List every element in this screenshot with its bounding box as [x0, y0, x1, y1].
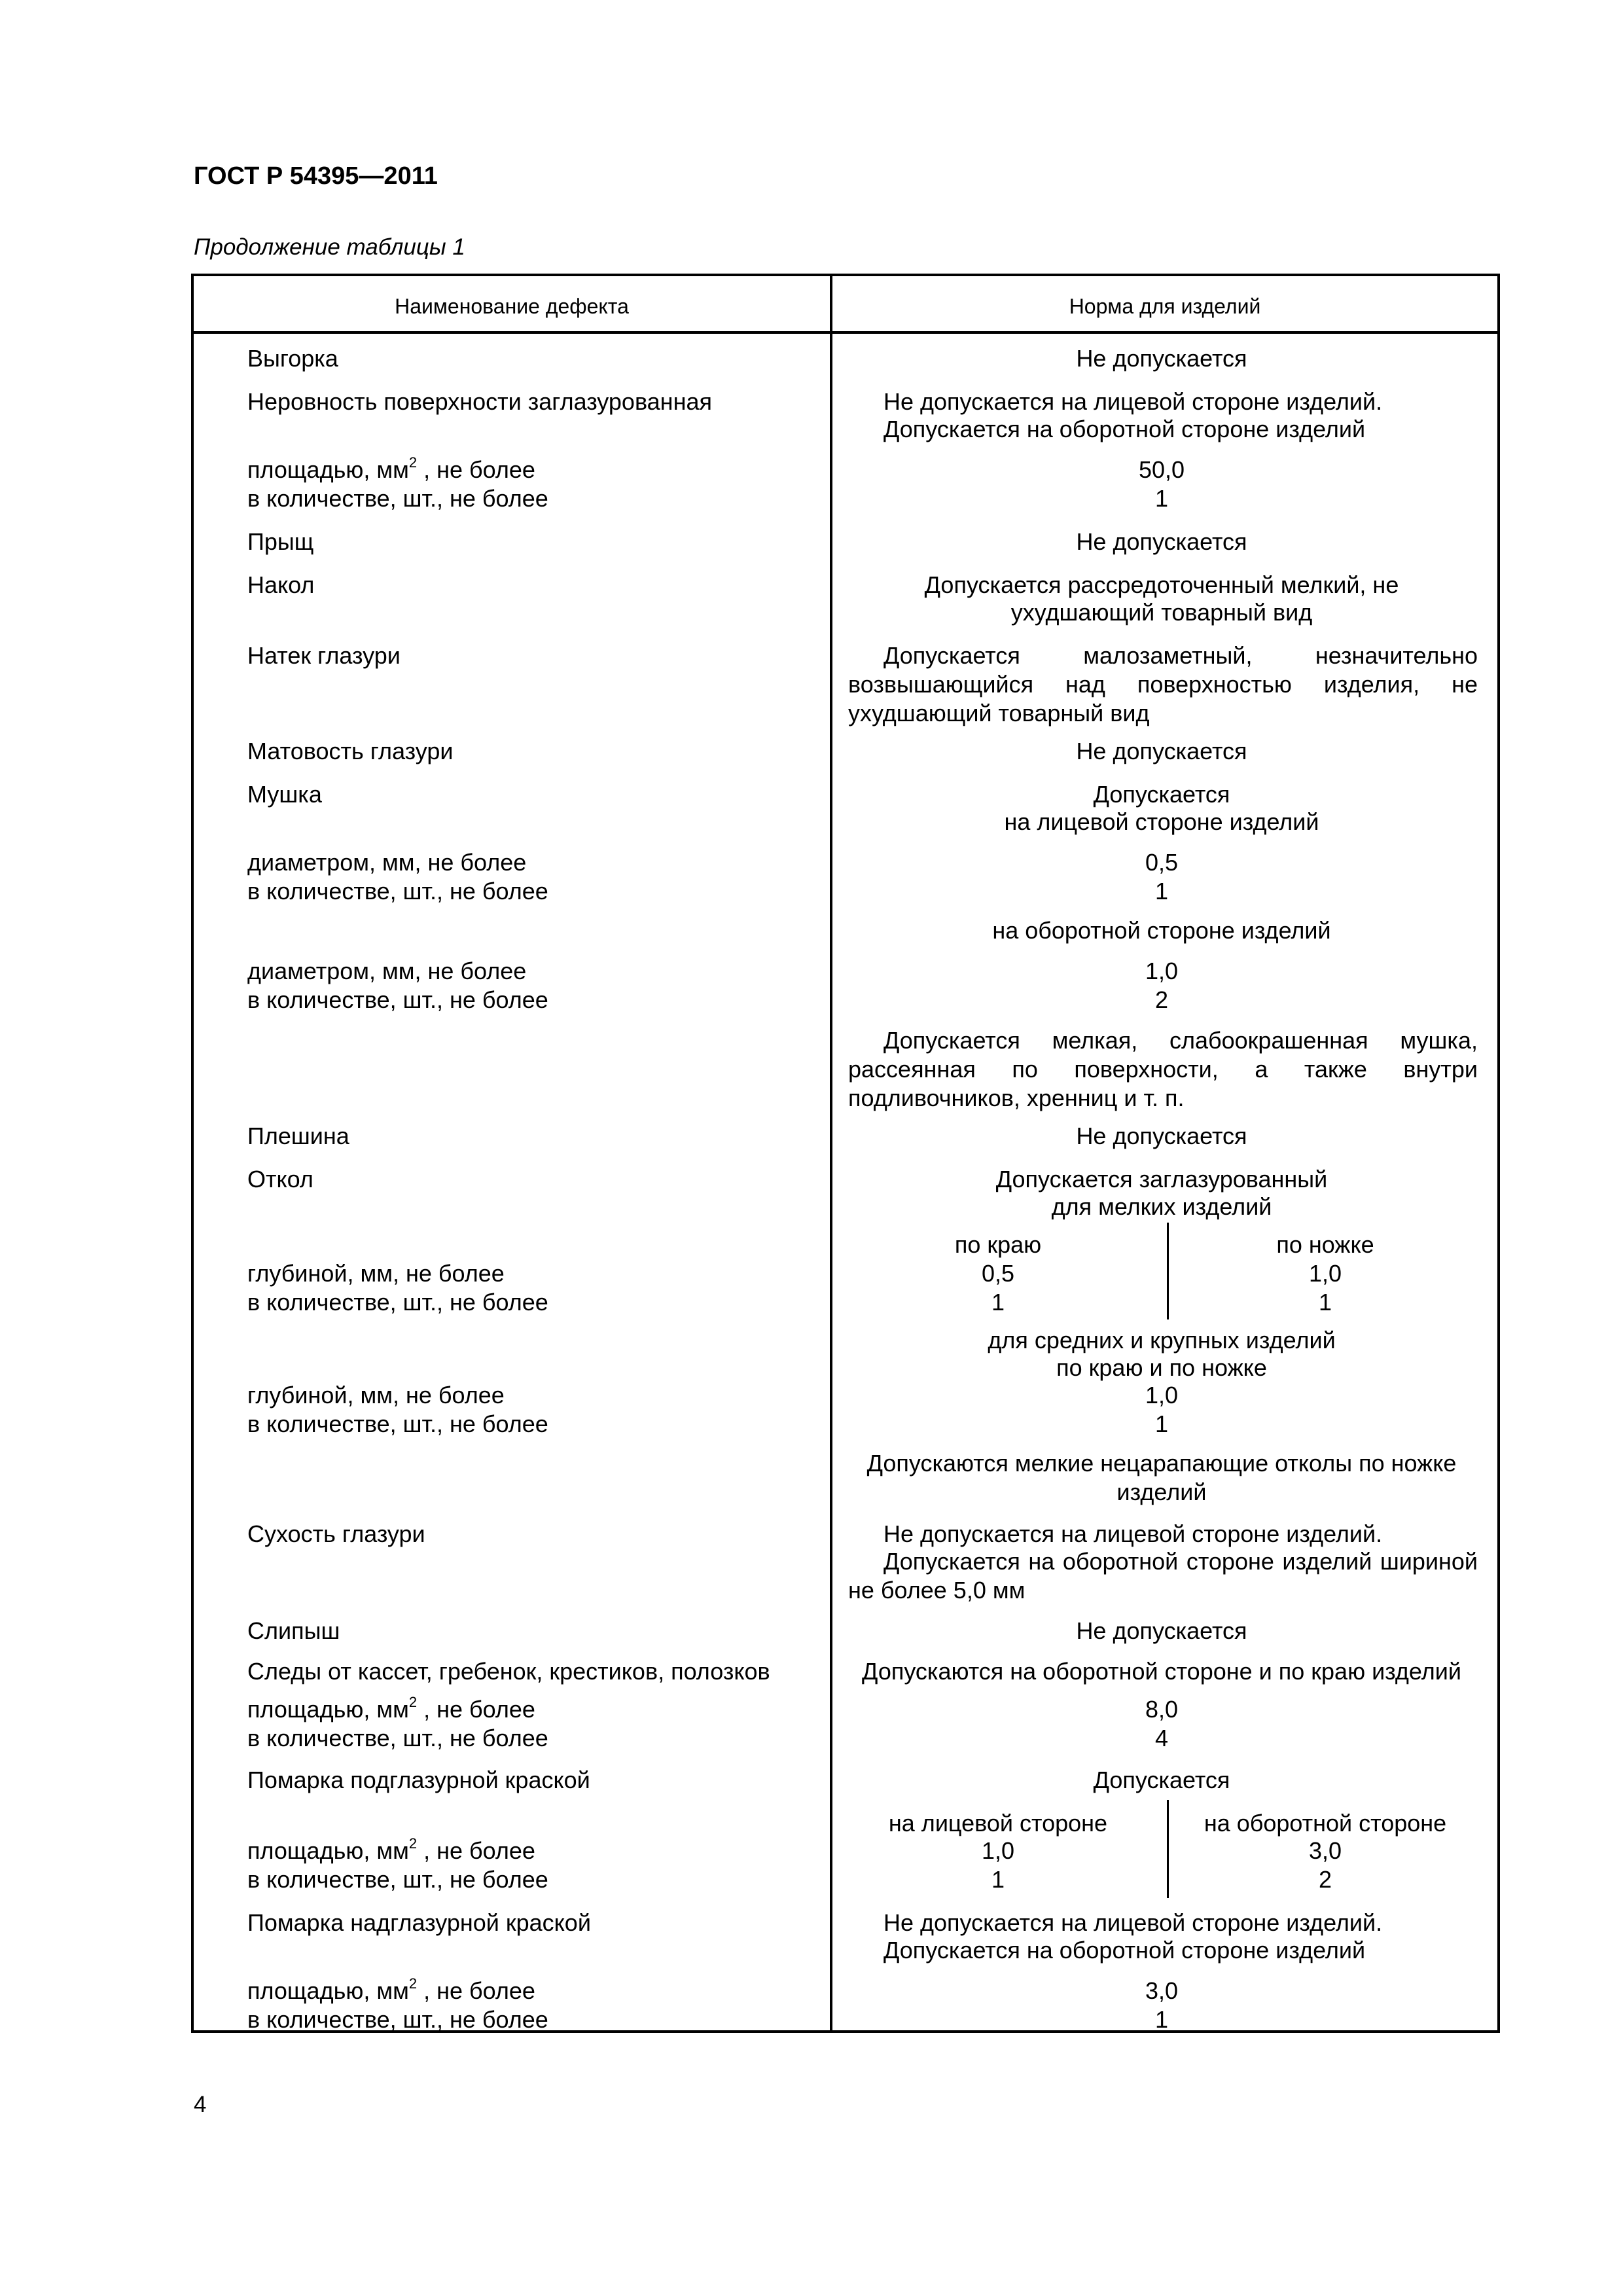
defect-name: Матовость глазури [247, 738, 454, 764]
defect-norm: Не допускается [1076, 1122, 1247, 1149]
parameter-value: 1 [1154, 485, 1169, 512]
defect-name: Неровность поверхности заглазурованная [247, 388, 712, 415]
parameter-label: в количестве, шт., не более [247, 986, 548, 1013]
defect-name: Выгорка [247, 345, 338, 372]
defect-name: Откол [247, 1166, 313, 1193]
parameter-label: глубиной, мм, не более [247, 1382, 505, 1408]
subheading: для средних и крупных изделий [988, 1327, 1336, 1354]
defect-name: Мушка [247, 781, 322, 808]
defect-norm: Не допускается [1076, 1617, 1247, 1644]
parameter-label: в количестве, шт., не более [247, 2006, 548, 2033]
parameter-label: площадью, $мм^2$ , не более [247, 1694, 535, 1723]
defect-norm: Допускается заглазурованный [995, 1166, 1328, 1193]
defect-norm: Допускается на оборотной стороне изделий [883, 1937, 1366, 1964]
parameter-value: 1 [1318, 1289, 1332, 1316]
defect-norm: Не допускается [1076, 528, 1247, 555]
subheading: на оборотной стороне изделий [992, 917, 1331, 944]
subheading: по краю и по ножке [1056, 1354, 1267, 1381]
parameter-value: 1 [991, 1866, 1005, 1893]
defect-name: Сухость глазури [247, 1520, 425, 1547]
parameter-label: в количестве, шт., не более [247, 485, 548, 512]
defect-name: Прыщ [247, 528, 314, 555]
parameter-value: 50,0 [1138, 456, 1185, 483]
subcolumn-header: на оборотной стороне [1204, 1810, 1447, 1837]
defect-norm: Не допускается [1076, 738, 1247, 764]
subcolumn-divider [1167, 1800, 1169, 1898]
subcolumn-header: по ножке [1276, 1231, 1374, 1258]
parameter-value: 8,0 [1145, 1696, 1179, 1723]
parameter-value: 1 [1154, 1410, 1169, 1437]
defect-norm: Допускается на оборотной стороне изделий шириной не более 5,0 мм [848, 1548, 1478, 1604]
defect-norm: Допускается малозаметный, незначительно возвышающийся над поверхностью изделия, не ухудшающий товарный вид [848, 642, 1478, 726]
parameter-label: диаметром, мм, не более [247, 958, 527, 984]
column-header-norm: Норма для изделий [1069, 295, 1261, 318]
parameter-value: 1 [1154, 878, 1169, 905]
parameter-value: 1,0 [1145, 1382, 1179, 1408]
parameter-value: 1,0 [1308, 1260, 1342, 1287]
defect-note: Допускается мелкая, слабоокрашенная мушка, рассеянная по поверхности, а также внутри подливочников, хренниц и т. п. [848, 1027, 1478, 1111]
defect-norm: Допускается [1093, 781, 1230, 808]
document-header: ГОСТ Р 54395—2011 [194, 162, 438, 190]
parameter-value: 3,0 [1308, 1837, 1342, 1864]
parameter-value: 1 [991, 1289, 1005, 1316]
parameter-label: в количестве, шт., не более [247, 1410, 548, 1437]
parameter-value: 4 [1154, 1725, 1169, 1751]
defect-name: Натек глазури [247, 642, 401, 669]
parameter-label: площадью, $мм^2$ , не более [247, 1835, 535, 1864]
defect-note: изделий [1116, 1479, 1207, 1505]
page-number: 4 [194, 2092, 207, 2117]
parameter-label: в количестве, шт., не более [247, 1289, 548, 1316]
defect-norm: Не допускается на лицевой стороне изделий. [883, 388, 1383, 415]
parameter-value: 1,0 [1145, 958, 1179, 984]
defect-norm: Не допускается [1076, 345, 1247, 372]
defect-name: Помарка подглазурной краской [247, 1767, 590, 1793]
parameter-label: глубиной, мм, не более [247, 1260, 505, 1287]
parameter-label: в количестве, шт., не более [247, 878, 548, 905]
parameter-value: 3,0 [1145, 1977, 1179, 2004]
defect-norm: Допускается рассредоточенный мелкий, не [924, 571, 1399, 598]
defect-name: Накол [247, 571, 315, 598]
defect-name: Следы от кассет, гребенок, крестиков, полозков [247, 1658, 770, 1685]
defect-norm: Не допускается на лицевой стороне изделий. [883, 1909, 1383, 1936]
parameter-value: 2 [1154, 986, 1169, 1013]
defect-note: Допускаются мелкие нецарапающие отколы по ножке [866, 1450, 1457, 1477]
defect-norm: ухудшающий товарный вид [1010, 599, 1313, 626]
defect-norm: Допускается [1093, 1767, 1230, 1793]
defect-name: Слипыш [247, 1617, 340, 1644]
defect-norm: Допускается на оборотной стороне изделий [883, 416, 1366, 442]
parameter-label: в количестве, шт., не более [247, 1725, 548, 1751]
parameter-label: в количестве, шт., не более [247, 1866, 548, 1893]
subcolumn-header: на лицевой стороне [888, 1810, 1108, 1837]
defect-norm: Допускаются на оборотной стороне и по краю изделий [862, 1658, 1461, 1685]
defect-name: Помарка надглазурной краской [247, 1909, 591, 1936]
parameter-value: 2 [1318, 1866, 1332, 1893]
defect-norm: Не допускается на лицевой стороне изделий. [883, 1520, 1383, 1547]
defect-norm: для мелких изделий [1051, 1193, 1272, 1220]
parameter-label: площадью, $мм^2$ , не более [247, 454, 535, 483]
defect-norm: на лицевой стороне изделий [1004, 808, 1319, 835]
defect-name: Плешина [247, 1122, 349, 1149]
header-divider [191, 331, 1500, 334]
column-header-defect: Наименование дефекта [395, 295, 629, 318]
parameter-value: 1,0 [981, 1837, 1015, 1864]
table-caption: Продолжение таблицы 1 [194, 234, 465, 260]
parameter-label: площадью, $мм^2$ , не более [247, 1975, 535, 2004]
parameter-value: 0,5 [1145, 849, 1179, 876]
parameter-value: 0,5 [981, 1260, 1015, 1287]
parameter-value: 1 [1154, 2006, 1169, 2033]
subcolumn-divider [1167, 1223, 1169, 1319]
parameter-label: диаметром, мм, не более [247, 849, 527, 876]
subcolumn-header: по краю [954, 1231, 1042, 1258]
